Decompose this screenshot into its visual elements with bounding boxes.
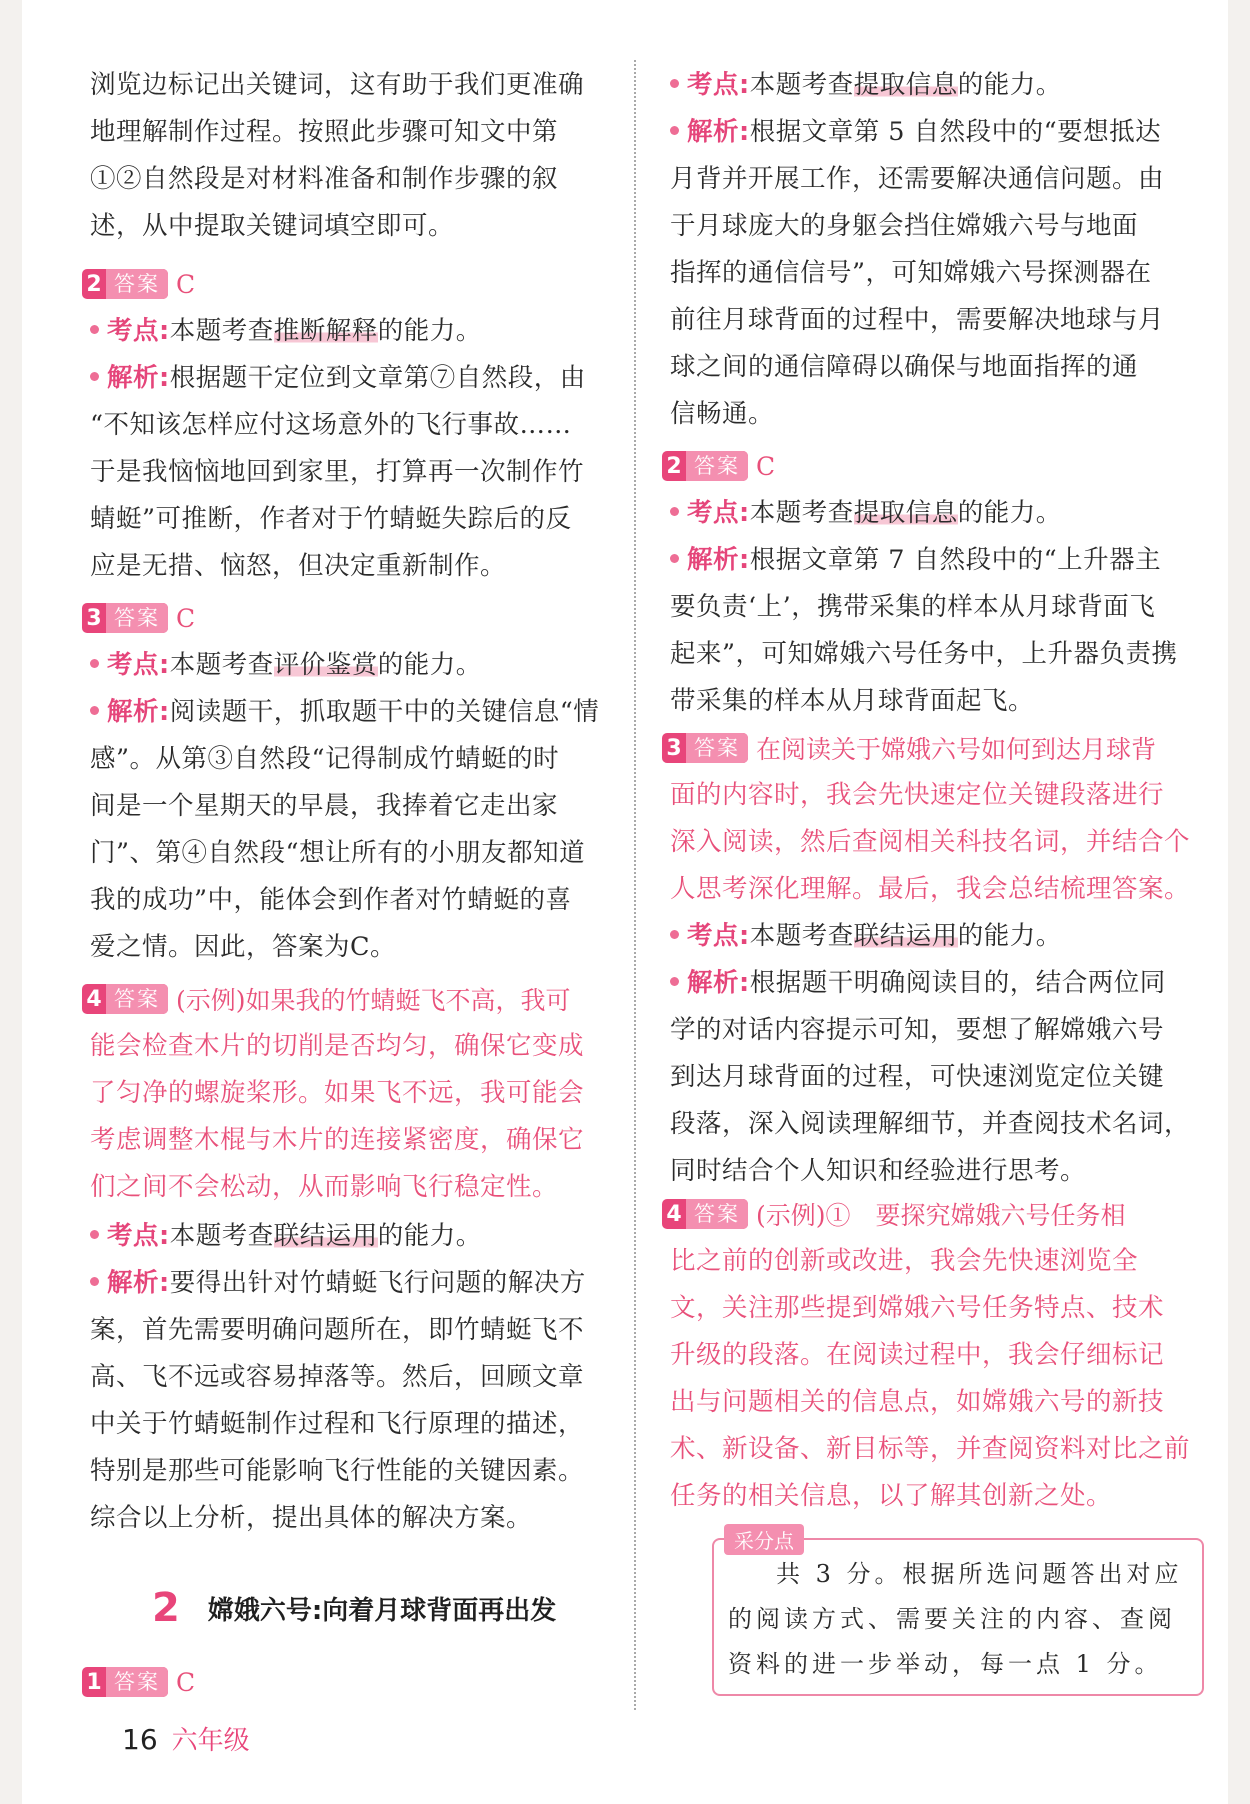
answer-row-r3 xyxy=(662,730,1156,766)
answer-r3-text xyxy=(670,772,1222,913)
text-line: 浏览边标记出关键词，这有助于我们更准确 xyxy=(90,70,585,100)
jiexi-label: 解析: xyxy=(687,968,750,998)
jiexi-label: 解析: xyxy=(107,1268,170,1298)
text-line: ①②自然段是对材料准备和制作步骤的叙 xyxy=(90,164,559,194)
bullet-icon xyxy=(90,706,99,715)
section-heading: 嫦娥六号:向着月球背面再出发 xyxy=(207,1595,557,1626)
answer-label: 答案 xyxy=(106,1667,168,1697)
answer-value: C xyxy=(176,603,196,633)
kaodian-post: 的能力。 xyxy=(957,498,1062,528)
kaodian-label: 考点: xyxy=(107,1221,170,1251)
page xyxy=(22,0,1228,1804)
section-number: 2 xyxy=(152,1585,180,1631)
jiexi-label: 解析: xyxy=(687,545,750,575)
text-line: 蜻蜓”可推断，作者对于竹蜻蜓失踪后的反 xyxy=(90,504,572,534)
intro-paragraph xyxy=(90,62,658,250)
text-line: 要负责‘上’，携带采集的样本从月球背面飞 xyxy=(670,592,1156,622)
kaodian-post: 的能力。 xyxy=(377,316,482,346)
kaodian-r3 xyxy=(670,913,1222,960)
text-line: 根据文章第 5 自然段中的“要想抵达 xyxy=(749,117,1162,147)
page-number: 16 xyxy=(122,1723,158,1756)
text-line: 综合以上分析，提出具体的解决方案。 xyxy=(90,1503,533,1533)
kaodian-pre: 本题考查 xyxy=(749,921,854,951)
text-line: 起来”，可知嫦娥六号任务中，上升器负责携 xyxy=(670,639,1178,669)
text-line: 出与问题相关的信息点，如嫦娥六号的新技 xyxy=(670,1387,1165,1417)
text-line: 深入阅读，然后查阅相关科技名词，并结合个 xyxy=(670,827,1191,857)
text-line: 中关于竹蜻蜓制作过程和飞行原理的描述， xyxy=(90,1409,585,1439)
answer-row-2 xyxy=(82,266,195,302)
jiexi-label: 解析: xyxy=(687,117,750,147)
bullet-icon xyxy=(670,507,679,516)
answer-number: 2 xyxy=(666,453,682,479)
jiexi-label: 解析: xyxy=(107,697,170,727)
answer-badge xyxy=(82,603,168,633)
kaodian-label: 考点: xyxy=(107,650,170,680)
jiexi-r1 xyxy=(670,109,1222,438)
text-line: “不知该怎样应付这场意外的飞行事故…… xyxy=(90,410,572,440)
answer-badge xyxy=(662,451,748,481)
kaodian-highlight: 联结运用 xyxy=(273,1221,378,1251)
text-line: 爱之情。因此，答案为C。 xyxy=(90,932,397,962)
bullet-icon xyxy=(670,79,679,88)
text-line: 案，首先需要明确问题所在，即竹蜻蜓飞不 xyxy=(90,1315,585,1345)
text-line: 任务的相关信息，以了解其创新之处。 xyxy=(670,1481,1113,1511)
text-line: 球之间的通信障碍以确保与地面指挥的通 xyxy=(670,352,1139,382)
bullet-icon xyxy=(90,1230,99,1239)
answer-badge xyxy=(82,984,168,1014)
jiexi-2 xyxy=(90,355,658,590)
text-line: 根据题干明确阅读目的，结合两位同 xyxy=(749,968,1166,998)
text-line: 人思考深化理解。最后，我会总结梳理答案。 xyxy=(670,874,1191,904)
text-line: 根据题干定位到文章第⑦自然段，由 xyxy=(169,363,586,393)
kaodian-highlight: 提取信息 xyxy=(853,70,958,100)
bullet-icon xyxy=(670,554,679,563)
answer-value: C xyxy=(756,451,776,481)
text-line: 根据文章第 7 自然段中的“上升器主 xyxy=(749,545,1162,575)
kaodian-label: 考点: xyxy=(107,316,170,346)
answer-badge xyxy=(82,1667,168,1697)
answer-r4-text xyxy=(670,1238,1222,1520)
text-line: 感”。从第③自然段“记得制成竹蜻蜓的时 xyxy=(90,744,560,774)
kaodian-label: 考点: xyxy=(687,498,750,528)
kaodian-highlight: 推断解释 xyxy=(273,316,378,346)
text-line: 间是一个星期天的早晨，我捧着它走出家 xyxy=(90,791,559,821)
text-line: 了匀净的螺旋桨形。如果飞不远，我可能会 xyxy=(90,1078,585,1108)
kaodian-pre: 本题考查 xyxy=(169,316,274,346)
answer-row-4 xyxy=(82,981,571,1017)
jiexi-4 xyxy=(90,1260,658,1542)
text-line: 比之前的创新或改进，我会先快速浏览全 xyxy=(670,1246,1139,1276)
bullet-icon xyxy=(670,126,679,135)
text-line: 们之间不会松动，从而影响飞行稳定性。 xyxy=(90,1172,559,1202)
answer-label: 答案 xyxy=(106,603,168,633)
answer-label: 答案 xyxy=(686,451,748,481)
answer-row-r4 xyxy=(662,1196,1126,1232)
text-line: 门”、第④自然段“想让所有的小朋友都知道 xyxy=(90,838,586,868)
bullet-icon xyxy=(90,372,99,381)
text-line: 于是我恼恼地回到家里，打算再一次制作竹 xyxy=(90,457,585,487)
text-line: 述，从中提取关键词填空即可。 xyxy=(90,211,455,241)
grade-label: 六年级 xyxy=(171,1726,250,1756)
kaodian-label: 考点: xyxy=(687,921,750,951)
kaodian-pre: 本题考查 xyxy=(169,650,274,680)
kaodian-pre: 本题考查 xyxy=(749,498,854,528)
kaodian-4 xyxy=(90,1213,658,1260)
text-line: 应是无措、恼怒，但决定重新制作。 xyxy=(90,551,507,581)
answer-badge xyxy=(662,1199,748,1229)
answer-value: 在阅读关于嫦娥六号如何到达月球背 xyxy=(756,735,1157,764)
page-footer xyxy=(122,1720,250,1757)
answer-value: C xyxy=(176,269,196,299)
answer-label: 答案 xyxy=(106,984,168,1014)
text-line: 文，关注那些提到嫦娥六号任务特点、技术 xyxy=(670,1293,1165,1323)
answer-number: 3 xyxy=(666,735,682,761)
answer-number: 4 xyxy=(86,986,102,1012)
text-line: 面的内容时，我会先快速定位关键段落进行 xyxy=(670,780,1165,810)
text-line: 特别是那些可能影响飞行性能的关键因素。 xyxy=(90,1456,585,1486)
scoring-tag: 采分点 xyxy=(724,1524,804,1555)
kaodian-3 xyxy=(90,642,658,689)
kaodian-post: 的能力。 xyxy=(957,921,1062,951)
text-line: 前往月球背面的过程中，需要解决地球与月 xyxy=(670,305,1165,335)
answer-label: 答案 xyxy=(106,269,168,299)
answer-4-text xyxy=(90,1023,658,1211)
kaodian-2 xyxy=(90,308,658,355)
kaodian-post: 的能力。 xyxy=(377,1221,482,1251)
bullet-icon xyxy=(670,930,679,939)
text-line: 考虑调整木棍与木片的连接紧密度，确保它 xyxy=(90,1125,585,1155)
text-line: 信畅通。 xyxy=(670,399,775,429)
bullet-icon xyxy=(670,977,679,986)
bullet-icon xyxy=(90,325,99,334)
answer-row-3 xyxy=(82,600,195,636)
kaodian-highlight: 评价鉴赏 xyxy=(273,650,378,680)
text-line: 地理解制作过程。按照此步骤可知文中第 xyxy=(90,117,559,147)
kaodian-highlight: 联结运用 xyxy=(853,921,958,951)
text-line: 同时结合个人知识和经验进行思考。 xyxy=(670,1156,1087,1186)
answer-number: 1 xyxy=(86,1669,102,1695)
text-line: 高、飞不远或容易掉落等。然后，回顾文章 xyxy=(90,1362,585,1392)
answer-number: 4 xyxy=(666,1201,682,1227)
answer-label: 答案 xyxy=(686,733,748,763)
text-line: 升级的段落。在阅读过程中，我会仔细标记 xyxy=(670,1340,1165,1370)
text-line: 于月球庞大的身躯会挡住嫦娥六号与地面 xyxy=(670,211,1139,241)
kaodian-highlight: 提取信息 xyxy=(853,498,958,528)
text-line: 阅读题干，抓取题干中的关键信息“情 xyxy=(169,697,600,727)
text-line: 带采集的样本从月球背面起飞。 xyxy=(670,686,1035,716)
answer-row-r2 xyxy=(662,448,775,484)
answer-label: 答案 xyxy=(686,1199,748,1229)
jiexi-r2 xyxy=(670,537,1222,725)
scoring-text: 共 3 分。根据所选问题答出对应的阅读方式、需要关注的内容、查阅资料的进一步举动，每一点 1 分。 xyxy=(728,1560,1183,1678)
text-line: 术、新设备、新目标等，并查阅资料对比之前 xyxy=(670,1434,1191,1464)
answer-value: (示例)① 要探究嫦娥六号任务相 xyxy=(756,1201,1126,1230)
text-line: 指挥的通信信号”，可知嫦娥六号探测器在 xyxy=(670,258,1152,288)
text-line: 要得出针对竹蜻蜓飞行问题的解决方 xyxy=(169,1268,586,1298)
answer-value: (示例)如果我的竹蜻蜓飞不高，我可 xyxy=(176,986,571,1015)
text-line: 到达月球背面的过程，可快速浏览定位关键 xyxy=(670,1062,1165,1092)
answer-badge xyxy=(82,269,168,299)
jiexi-r3 xyxy=(670,960,1222,1195)
kaodian-label: 考点: xyxy=(687,70,750,100)
bullet-icon xyxy=(90,659,99,668)
scoring-box xyxy=(712,1529,1204,1696)
text-line: 段落，深入阅读理解细节，并查阅技术名词， xyxy=(670,1109,1191,1139)
jiexi-3 xyxy=(90,689,658,971)
answer-badge xyxy=(662,733,748,763)
kaodian-post: 的能力。 xyxy=(377,650,482,680)
text-line: 月背并开展工作，还需要解决通信问题。由 xyxy=(670,164,1165,194)
kaodian-r1 xyxy=(670,62,1222,109)
text-line: 我的成功”中，能体会到作者对竹蜻蜓的喜 xyxy=(90,885,572,915)
kaodian-r2 xyxy=(670,490,1222,537)
answer-value: C xyxy=(176,1667,196,1697)
text-line: 能会检查木片的切削是否均匀，确保它变成 xyxy=(90,1031,585,1061)
answer-number: 2 xyxy=(86,271,102,297)
kaodian-pre: 本题考查 xyxy=(749,70,854,100)
answer-row-s2-1 xyxy=(82,1664,195,1700)
bullet-icon xyxy=(90,1277,99,1286)
kaodian-post: 的能力。 xyxy=(957,70,1062,100)
jiexi-label: 解析: xyxy=(107,363,170,393)
kaodian-pre: 本题考查 xyxy=(169,1221,274,1251)
section-title xyxy=(152,1585,672,1631)
text-line: 学的对话内容提示可知，要想了解嫦娥六号 xyxy=(670,1015,1165,1045)
answer-number: 3 xyxy=(86,605,102,631)
